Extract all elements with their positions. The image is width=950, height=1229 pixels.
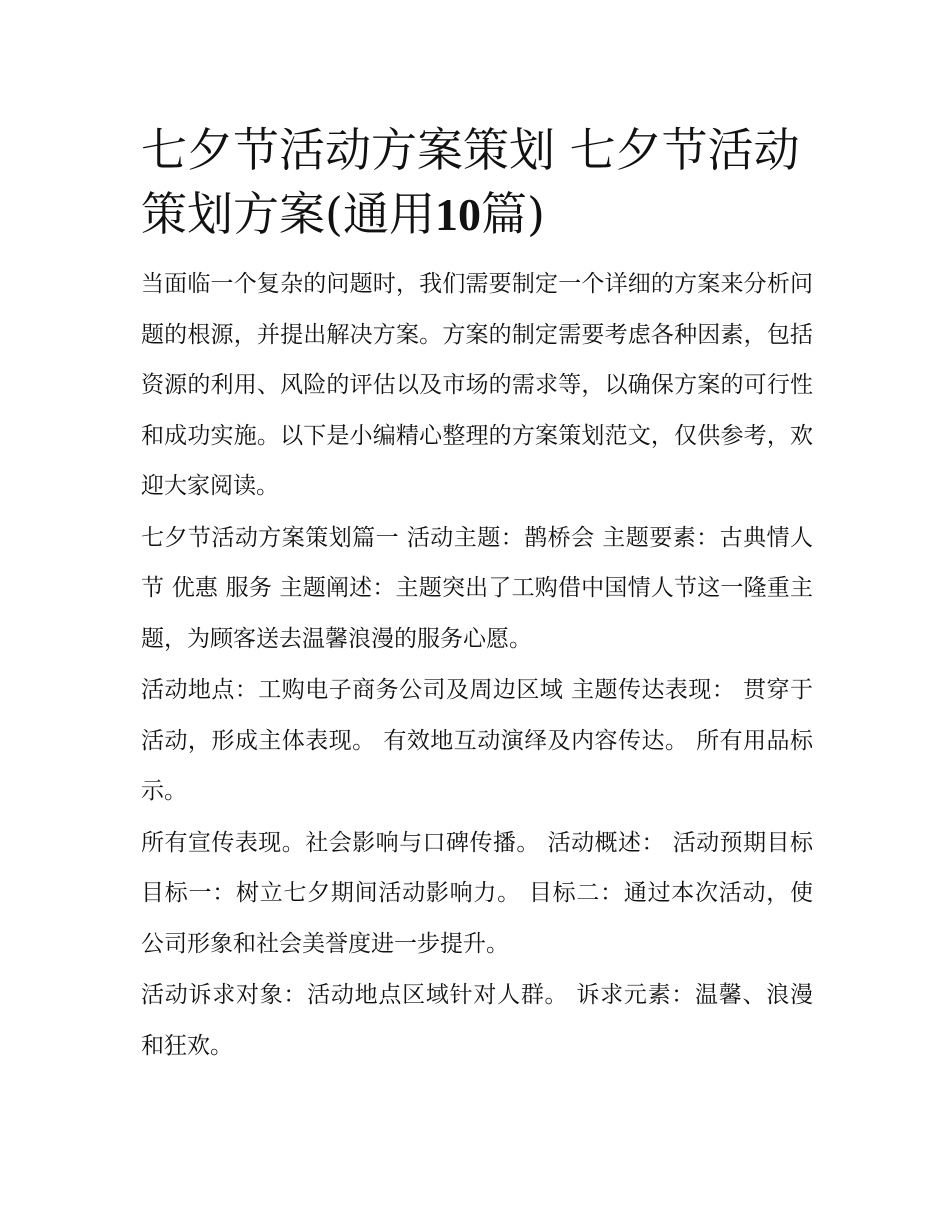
title-suffix: 篇) [480,187,545,241]
theme-paragraph: 七夕节活动方案策划篇一 活动主题：鹊桥会 主题要素：古典情人节 优惠 服务 主题阐述：主题突出了工购借中国情人节这一隆重主题，为顾客送去温馨浪漫的服务心愿。 [141,524,813,652]
intro-paragraph: 当面临一个复杂的问题时，我们需要制定一个详细的方案来分析问题的根源，并提出解决方案。方案的制定需要考虑各种因素，包括资源的利用、风险的评估以及市场的需求等，以确保方案的可行性和成功实施。以下是小编精心整理的方案策划范文，仅供参考，欢迎大家阅读。 [141,271,813,499]
document-title [141,118,813,247]
location-paragraph: 活动地点：工购电子商务公司及周边区域 主题传达表现： 贯穿于活动，形成主体表现。 有效地互动演绎及内容传达。 所有用品标示。 [141,677,813,804]
audience-paragraph: 活动诉求对象：活动地点区域针对人群。 诉求元素：温馨、浪漫和狂欢。 [141,982,813,1059]
title-number: 10 [434,189,481,240]
document-body [141,118,813,1072]
overview-paragraph: 所有宣传表现。社会影响与口碑传播。 活动概述： 活动预期目标 目标一：树立七夕期间活动影响力。 目标二：通过本次活动，使公司形象和社会美誉度进一步提升。 [141,829,813,957]
title-text: 七夕节活动方案策划 七夕节活动策划方案(通用 [141,123,800,241]
